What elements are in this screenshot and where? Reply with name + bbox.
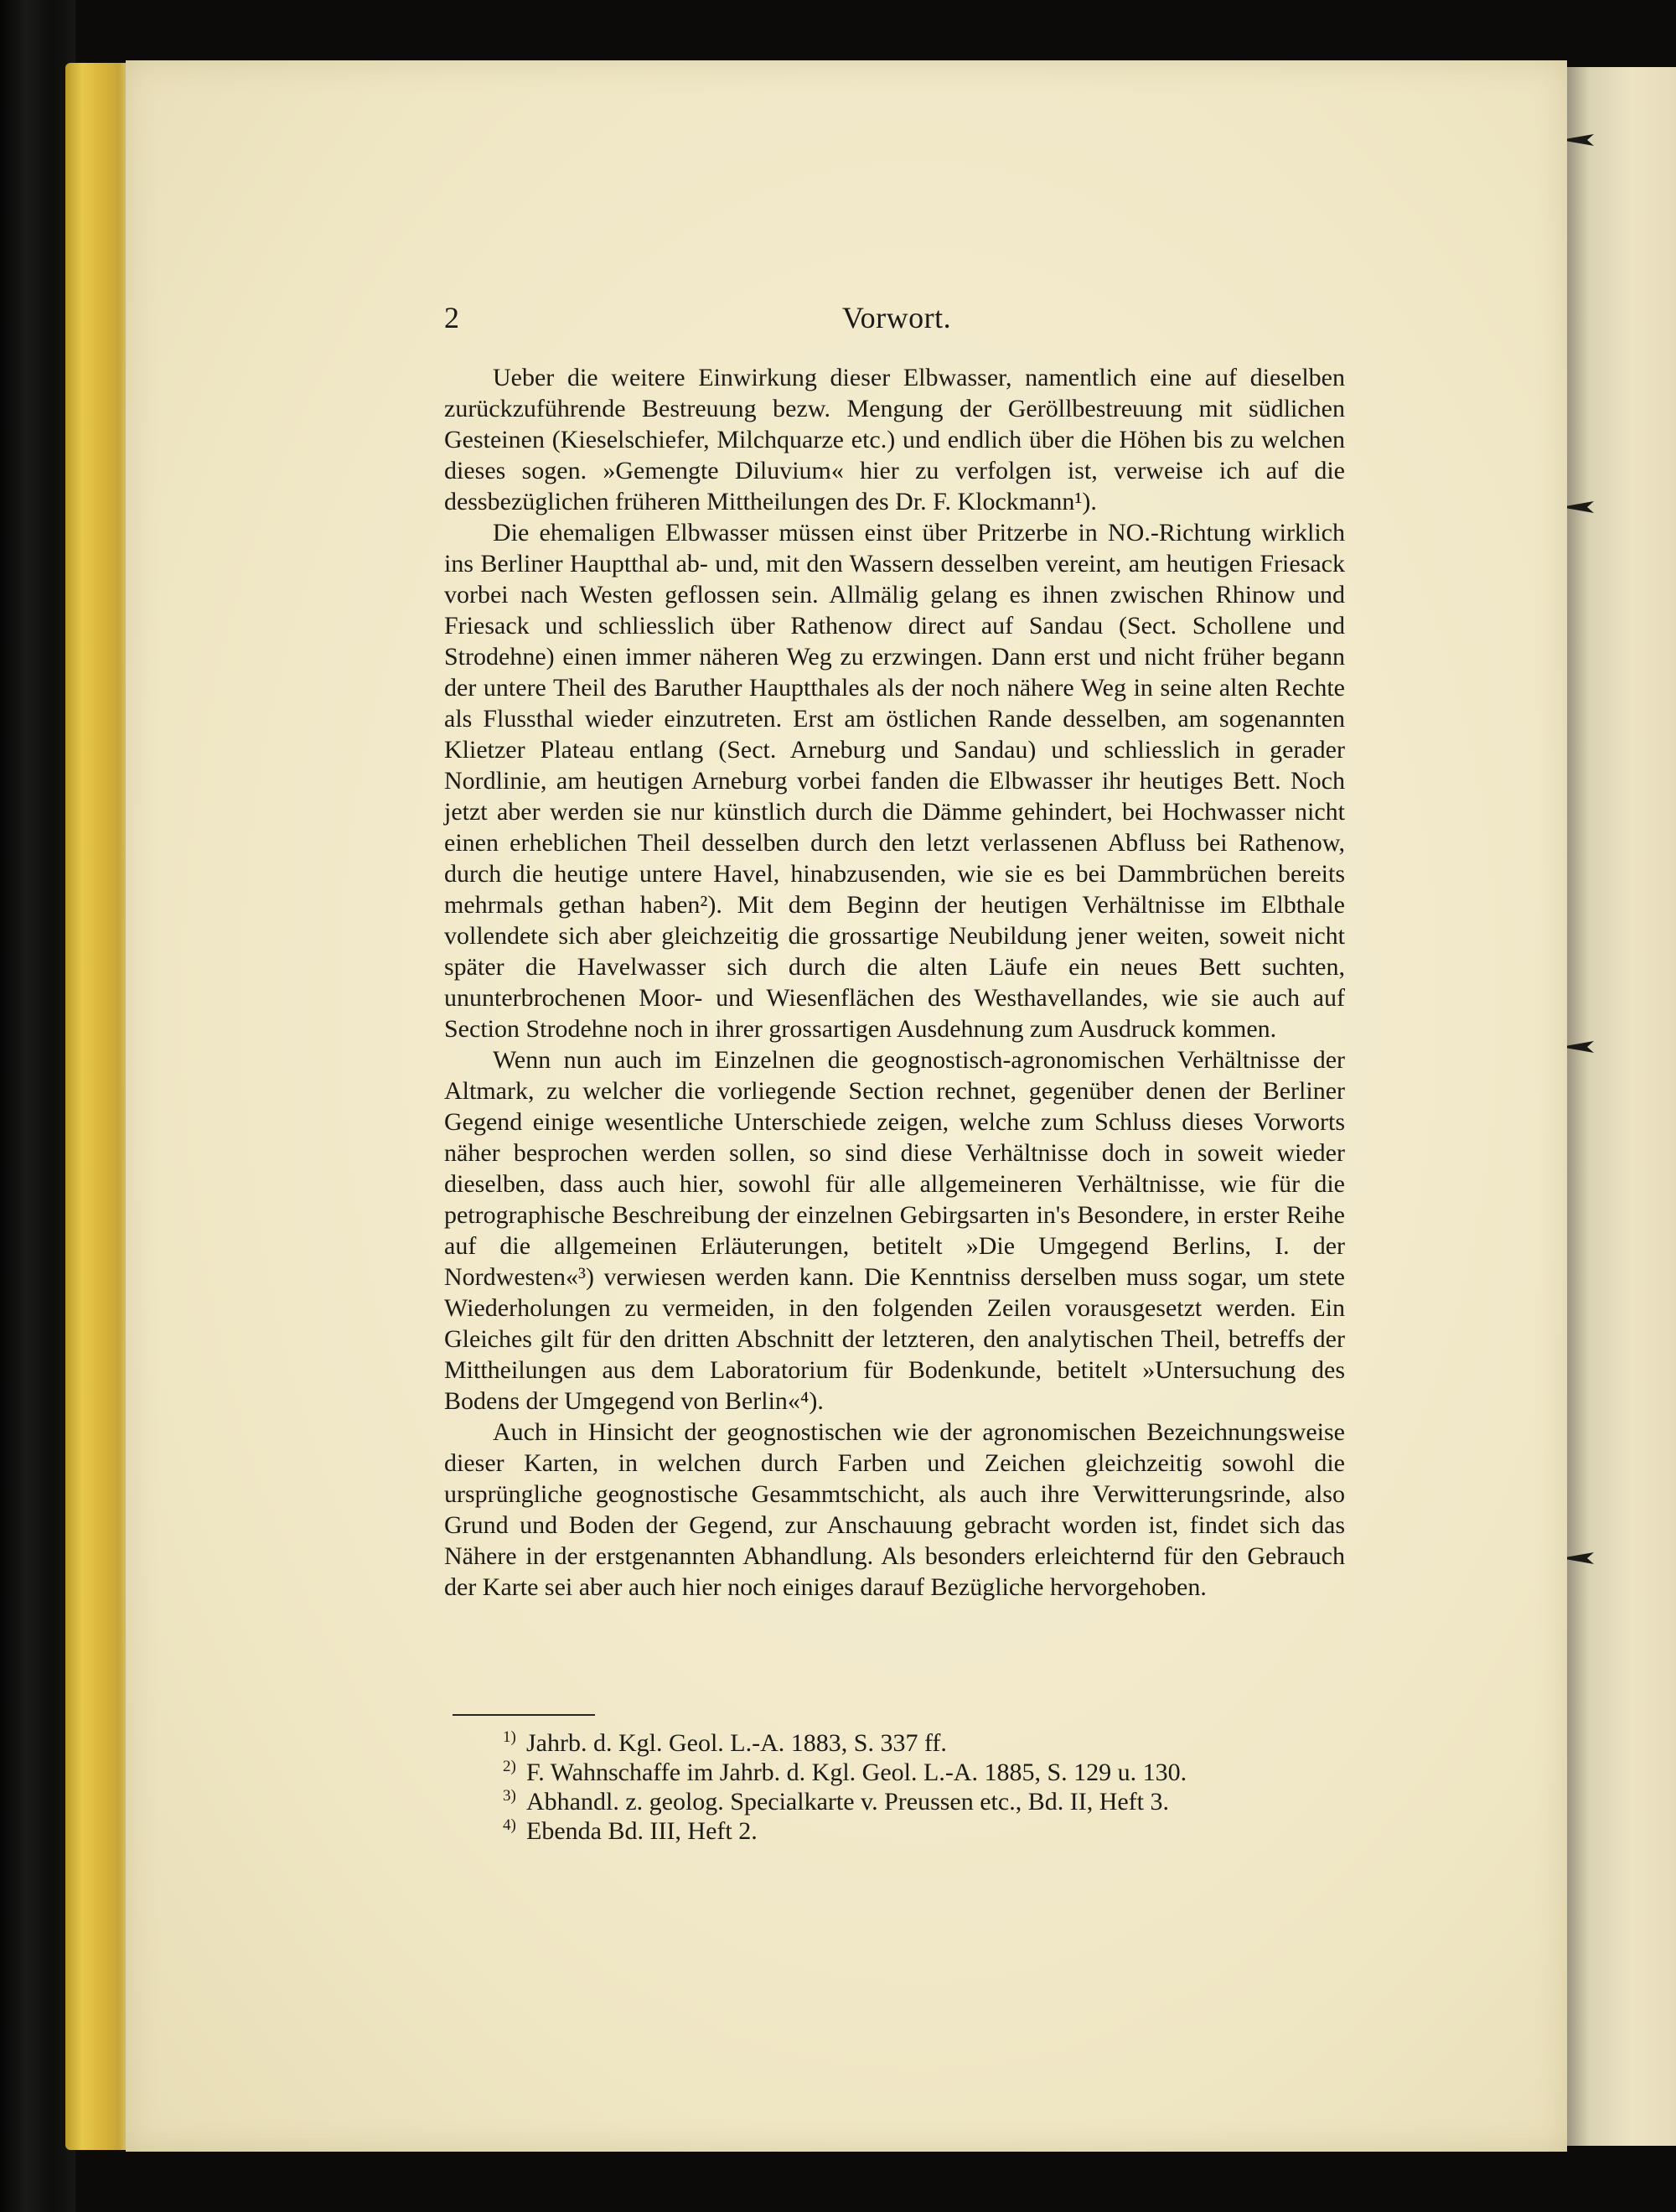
footnote-mark: 2) [503, 1758, 516, 1775]
footnote [503, 1816, 1341, 1846]
page-header [444, 300, 1349, 342]
gilt-page-edges [65, 63, 132, 2150]
footnote [503, 1758, 1341, 1787]
footnote-mark: 3) [503, 1787, 516, 1805]
page-number: 2 [444, 301, 459, 334]
running-head: Vorwort. [841, 301, 952, 334]
footnote-mark: 4) [503, 1816, 516, 1834]
footnote [503, 1787, 1341, 1816]
footnote-text: Jahrb. d. Kgl. Geol. L.-A. 1883, S. 337 ff. [526, 1729, 947, 1757]
footnote-text: F. Wahnschaffe im Jahrb. d. Kgl. Geol. L.-A. 1885, S. 129 u. 130. [526, 1759, 1187, 1786]
footnotes [503, 1728, 1341, 1846]
paragraph: Ueber die weitere Einwirkung dieser Elbwasser, namentlich eine auf dieselben zurückzuführende Bestreuung bezw. Mengung der Geröllbestreuung mit südlichen Gesteinen (Kieselschiefer, Milchquarze etc.) und endlich über die Höhen bis zu welchen dieses sogen. »Gemengte Diluvium« hier zu verfolgen ist, verweise ich auf die dessbezüglichen früheren Mittheilungen des Dr. F. Klockmann¹). [444, 364, 1345, 515]
body-text [444, 362, 1345, 1603]
footnote-mark: 1) [503, 1728, 516, 1746]
paragraph: Die ehemaligen Elbwasser müssen einst über Pritzerbe in NO.-Richtung wirklich ins Berliner Hauptthal ab- und, mit den Wassern desselben vereint, am heutigen Friesack vorbei nach Westen geflossen sein. Allmälig gelang es ihnen zwischen Rhinow und Friesack und schliesslich über Rathenow direct auf Sandau (Sect. Schollene und Strodehne) einen immer näheren Weg zu erzwingen. Dann erst und nicht früher begann der untere Theil des Baruther Hauptthales als der noch nähere Weg in seine alten Rechte als Flussthal wieder einzutreten. Erst am östlichen Rande desselben, am sogenannten Klietzer Plateau entlang (Sect. Arneburg und Sandau) und schliesslich in gerader Nordlinie, am heutigen Arneburg vorbei fanden die Elbwasser ihr heutiges Bett. Noch jetzt aber werden sie nur künstlich durch die Dämme gehindert, bei Hochwasser nicht einen erheblichen Theil desselben durch den letzt verlassenen Abfluss bei Rathenow, durch die heutige untere Havel, hinabzusenden, wie sie es bei Dammbrüchen bereits mehrmals gethan haben²). Mit dem Beginn der heutigen Verhältnisse im Elbthale vollendete sich aber gleichzeitig die grossartige Neubildung jener weiten, soweit nicht später die Havelwasser sich durch die alten Läufe ein neues Bett suchten, ununterbrochenen Moor- und Wiesenflächen des Westhavellandes, wie sie auch auf Section Strodehne noch in ihrer grossartigen Ausdehnung zum Ausdruck kommen. [444, 519, 1345, 1043]
facing-page-edge [1567, 67, 1676, 2146]
footnote-divider [453, 1714, 595, 1716]
footnote-text: Ebenda Bd. III, Heft 2. [526, 1817, 758, 1845]
book-cover-edge [0, 0, 75, 2212]
paragraph: Wenn nun auch im Einzelnen die geognostisch-agronomischen Verhältnisse der Altmark, zu welcher die vorliegende Section rechnet, gegenüber denen der Berliner Gegend einige wesentliche Unterschiede zeigen, welche zum Schluss dieses Vorworts näher besprochen werden sollen, so sind diese Verhältnisse doch in soweit wieder dieselben, dass auch hier, sowohl für alle allgemeineren Verhältnisse, wie für die petrographische Beschreibung der einzelnen Gebirgsarten in's Besondere, in erster Reihe auf die allgemeinen Erläuterungen, betitelt »Die Umgegend Berlins, I. der Nordwesten«³) verwiesen werden kann. Die Kenntniss derselben muss sogar, um stete Wiederholungen zu vermeiden, in den folgenden Zeilen vorausgesetzt werden. Ein Gleiches gilt für den dritten Abschnitt der letzteren, den analytischen Theil, betreffs der Mittheilungen aus dem Laboratorium für Bodenkunde, betitelt »Untersuchung des Bodens der Umgegend von Berlin«⁴). [444, 1046, 1345, 1415]
footnote [503, 1728, 1341, 1758]
paragraph: Auch in Hinsicht der geognostischen wie der agronomischen Bezeichnungsweise dieser Karten, in welchen durch Farben und Zeichen gleichzeitig sowohl die ursprüngliche geognostische Gesammtschicht, als auch ihre Verwitterungsrinde, also Grund und Boden der Gegend, zur Anschauung gebracht worden ist, findet sich das Nähere in der erstgenannten Abhandlung. Als besonders erleichternd für den Gebrauch der Karte sei aber auch hier noch einiges darauf Bezügliche hervorgehoben. [444, 1418, 1345, 1601]
footnote-text: Abhandl. z. geolog. Specialkarte v. Preussen etc., Bd. II, Heft 3. [526, 1788, 1170, 1816]
